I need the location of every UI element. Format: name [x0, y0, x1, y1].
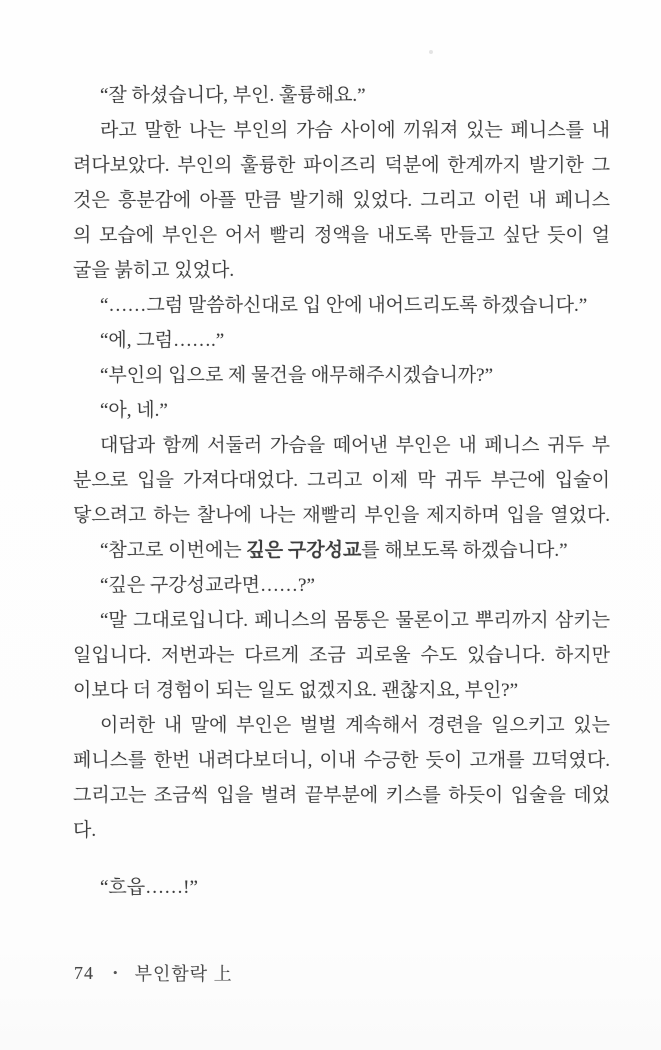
- text-line: [73, 78, 610, 113]
- text-line: [73, 743, 610, 778]
- text-block: [73, 78, 610, 905]
- footer-separator-dot: •: [113, 965, 118, 980]
- text-segment: 라고 말한 나는 부인의 가슴 사이에 끼워져 있는 페니스를 내: [100, 120, 610, 141]
- page-number: 74: [74, 962, 94, 983]
- text-line: [73, 568, 610, 603]
- text-line: [73, 113, 610, 148]
- text-line: [73, 603, 610, 638]
- text-segment: 를 해보도록 하겠습니다.”: [361, 540, 568, 561]
- text-segment: 이러한 내 말에 부인은 벌벌 계속해서 경련을 일으키고 있는: [100, 715, 610, 736]
- text-line: [73, 358, 610, 393]
- text-line: [73, 148, 610, 183]
- text-segment: “에, 그럼…….”: [100, 330, 225, 351]
- text-segment: 대답과 함께 서둘러 가슴을 떼어낸 부인은 내 페니스 귀두 부: [100, 435, 610, 456]
- text-segment: 분으로 입을 가져다대었다. 그리고 이제 막 귀두 부근에 입술이: [73, 470, 610, 491]
- text-line: [73, 253, 610, 288]
- text-line: [73, 218, 610, 253]
- text-line: [73, 323, 610, 358]
- text-segment: “부인의 입으로 제 물건을 애무해주시겠습니까?”: [100, 365, 494, 386]
- scan-dust-speck: [429, 50, 433, 54]
- text-segment: “깊은 구강성교라면……?”: [100, 575, 315, 596]
- text-line: [73, 498, 610, 533]
- text-line: [73, 870, 610, 905]
- text-segment: “……그럼 말씀하신대로 입 안에 내어드리도록 하겠습니다.”: [100, 295, 588, 316]
- text-line: [73, 778, 610, 813]
- text-segment: “참고로 이번에는: [100, 540, 247, 561]
- text-line: [73, 813, 610, 848]
- text-segment: 의 모습에 부인은 어서 빨리 정액을 내도록 만들고 싶단 듯이 얼: [73, 225, 610, 246]
- text-segment: 려다보았다. 부인의 훌륭한 파이즈리 덕분에 한계까지 발기한 그: [73, 155, 610, 176]
- text-segment: “잘 하셨습니다, 부인. 훌륭해요.”: [100, 85, 366, 106]
- text-line: [73, 463, 610, 498]
- text-line: [73, 393, 610, 428]
- text-segment: 다.: [73, 820, 97, 841]
- text-segment: “흐읍……!”: [100, 877, 198, 898]
- text-segment: 것은 흥분감에 아플 만큼 발기해 있었다. 그리고 이런 내 페니스: [73, 190, 610, 211]
- emphasized-text: 깊은 구강성교: [246, 540, 362, 561]
- book-title: 부인함락 上: [134, 964, 233, 984]
- text-segment: 닿으려고 하는 찰나에 나는 재빨리 부인을 제지하며 입을 열었다.: [73, 505, 610, 526]
- text-line: [73, 288, 610, 323]
- text-segment: 굴을 붉히고 있었다.: [73, 260, 235, 281]
- text-line: [73, 673, 610, 708]
- text-segment: “말 그대로입니다. 페니스의 몸통은 물론이고 뿌리까지 삼키는: [100, 610, 610, 631]
- text-segment: 그리고는 조금씩 입을 벌려 끝부분에 키스를 하듯이 입술을 데었: [73, 785, 610, 806]
- text-segment: “아, 네.”: [100, 400, 168, 421]
- text-segment: 이보다 더 경험이 되는 일도 없겠지요. 괜찮지요, 부인?”: [73, 680, 519, 701]
- text-line: [73, 638, 610, 673]
- text-line: [73, 428, 610, 463]
- text-line: [73, 183, 610, 218]
- text-segment: 일입니다. 저번과는 다르게 조금 괴로울 수도 있습니다. 하지만: [73, 645, 610, 666]
- page-footer: [74, 960, 233, 986]
- text-line: [73, 708, 610, 743]
- text-segment: 페니스를 한번 내려다보더니, 이내 수긍한 듯이 고개를 끄덕였다.: [73, 750, 610, 771]
- text-line: [73, 533, 610, 568]
